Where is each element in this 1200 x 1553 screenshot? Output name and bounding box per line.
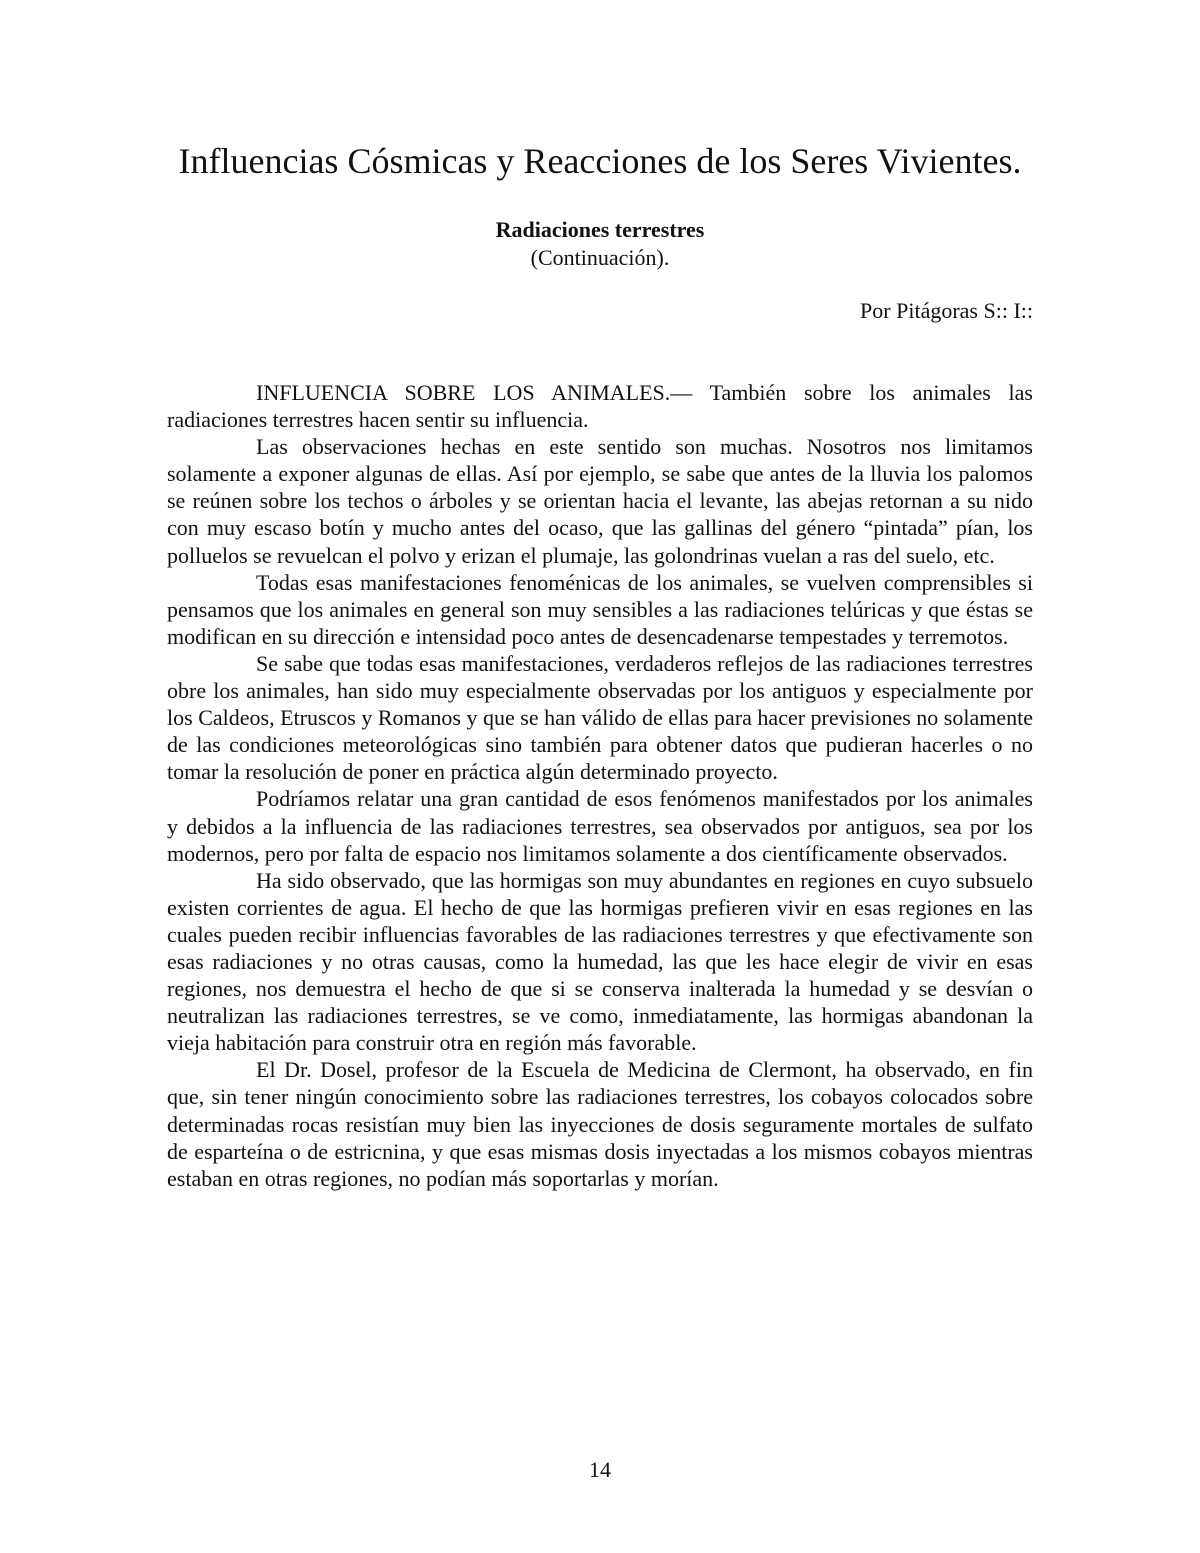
article-subtitle: Radiaciones terrestres bbox=[495, 217, 705, 242]
paragraph: INFLUENCIA SOBRE LOS ANIMALES.— También sobre los animales las radiaciones terrestres hacen sentir su influencia. bbox=[167, 380, 1033, 433]
article-body bbox=[167, 379, 1033, 1192]
paragraph: El Dr. Dosel, profesor de la Escuela de Medicina de Clermont, ha observado, en fin que, sin tener ningún conocimiento sobre las radiaciones terrestres, los cobayos colocados sobre determinadas rocas resistían muy bien las inyecciones de dosis seguramente mortales de sulfato de esparteína o de estricnina, y que esas mismas dosis inyectadas a los mismos cobayos mientras estaban en otras regiones, no podían más soportarlas y morían. bbox=[167, 1057, 1033, 1191]
paragraph: Ha sido observado, que las hormigas son muy abundantes en regiones en cuyo subsuelo existen corrientes de agua. El hecho de que las hormigas prefieren vivir en esas regiones en las cuales pueden recibir influencias favorables de las radiaciones terrestres y que efectivamente son esas radiaciones y no otras causas, como la humedad, las que les hace elegir de vivir en esas regiones, nos demuestra el hecho de que si se conserva inalterada la humedad y se desvían o neutralizan las radiaciones terrestres, se ve como, inmediatamente, las hormigas abandonan la vieja habitación para construir otra en región más favorable. bbox=[167, 867, 1033, 1056]
paragraph: Podríamos relatar una gran cantidad de esos fenómenos manifestados por los animales y debidos a la influencia de las radiaciones terrestres, sea observados por antiguos, sea por los modernos, pero por falta de espacio nos limitamos solamente a dos científicamente observados. bbox=[167, 786, 1033, 866]
article-title: Influencias Cósmicas y Reacciones de los Seres Vivientes. bbox=[178, 141, 1022, 181]
page-number: 14 bbox=[589, 1457, 611, 1482]
author-byline: Por Pitágoras S:: I:: bbox=[860, 298, 1033, 323]
paragraph: Se sabe que todas esas manifestaciones, verdaderos reflejos de las radiaciones terrestres obre los animales, han sido muy especialmente observadas por los antiguos y especialmente por los Caldeos, Etruscos y Romanos y que se han válido de ellas para hacer previsiones no solamente de las condiciones meteorológicas sino también para obtener datos que pudieran hacerles o no tomar la resolución de poner en práctica algún determinado proyecto. bbox=[167, 650, 1033, 785]
paragraph: Las observaciones hechas en este sentido son muchas. Nosotros nos limitamos solamente a exponer algunas de ellas. Así por ejemplo, se sabe que antes de la lluvia los palomos se reúnen sobre los techos o árboles y se orientan hacia el levante, las abejas retornan a su nido con muy escaso botín y mucho antes del ocaso, que las gallinas del género “pintada” pían, los polluelos se revuelcan el polvo y erizan el plumaje, las golondrinas vuelan a ras del suelo, etc. bbox=[167, 434, 1033, 568]
paragraph: Todas esas manifestaciones fenoménicas de los animales, se vuelven comprensibles si pensamos que los animales en general son muy sensibles a las radiaciones telúricas y que éstas se modifican en su dirección e intensidad poco antes de desencadenarse tempestades y terremotos. bbox=[167, 569, 1033, 649]
continuation-note: (Continuación). bbox=[530, 245, 670, 270]
